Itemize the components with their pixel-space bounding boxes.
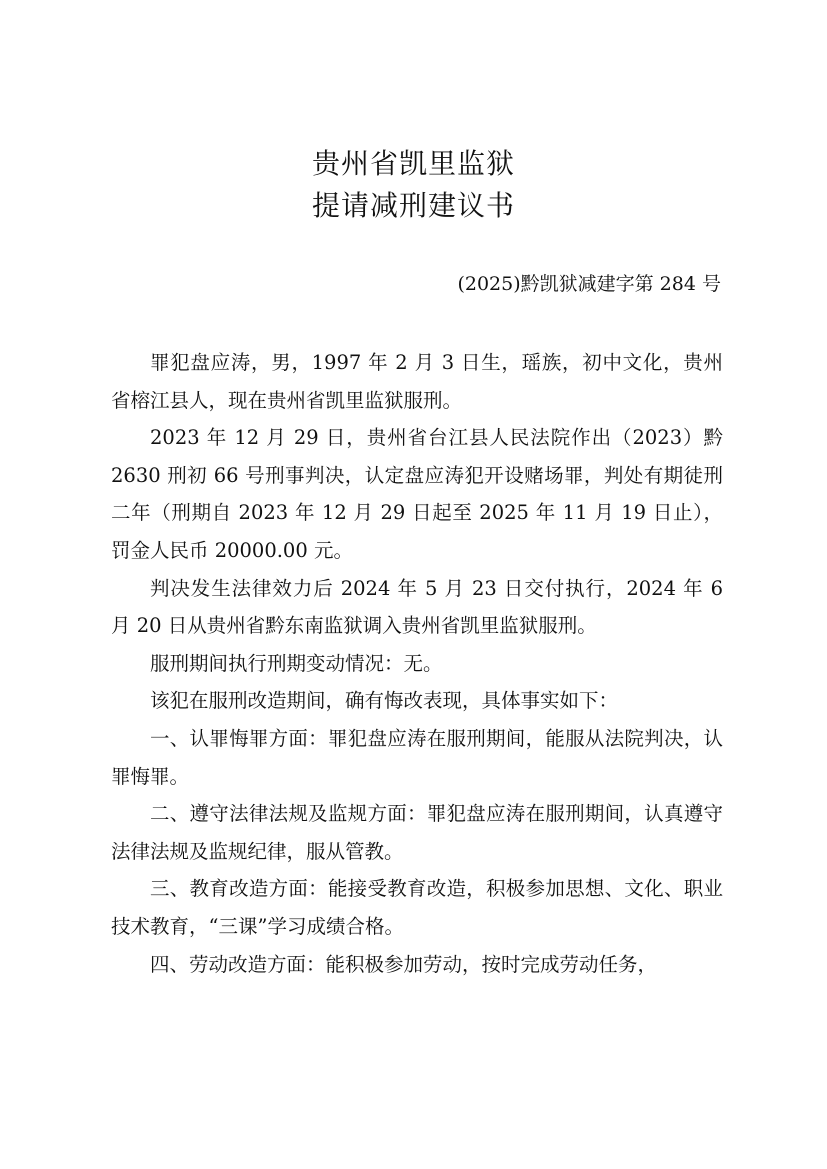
paragraph-law-compliance: 二、遵守法律法规及监规方面：罪犯盘应涛在服刑期间，认真遵守法律法规及监规纪律，服从管教。 [111,802,723,863]
paragraph-labor: 四、劳动改造方面：能积极参加劳动，按时完成劳动任务， [150,952,658,976]
paragraph-education: 三、教育改造方面：能接受教育改造，积极参加思想、文化、职业技术教育，“三课”学习成绩合格。 [111,877,723,938]
paragraph-guilt-admission: 一、认罪悔罪方面：罪犯盘应涛在服刑期间，能服从法院判决，认罪悔罪。 [111,726,723,788]
paragraph-sentence-changes: 服刑期间执行刑期变动情况：无。 [150,651,443,675]
paragraph-execution: 判决发生法律效力后 2024 年 5 月 23 日交付执行，2024 年 6 月 20 日从贵州省黔东南监狱调入贵州省凯里监狱服刑。 [111,576,723,638]
paragraph-facts-intro: 该犯在服刑改造期间，确有悔改表现，具体事实如下： [150,689,619,713]
document-number: (2025)黔凯狱减建字第 284 号 [457,273,721,295]
paragraph-judgment: 2023 年 12 月 29 日，贵州省台江县人民法院作出（2023）黔 2630 刑初 66 号刑事判决，认定盘应涛犯开设赌场罪，判处有期徒刑二年（刑期自 2023 年 12 月 29 日起至 2025 年 11 月 19 日止），罚金人民币 20000.00 元。 [111,426,723,562]
document-title-line2: 提请减刑建议书 [311,189,515,222]
document-body [111,344,723,983]
document-title-line1: 贵州省凯里监狱 [311,147,515,180]
paragraph-basic-info: 罪犯盘应涛，男，1997 年 2 月 3 日生，瑶族，初中文化，贵州省榕江县人，现在贵州省凯里监狱服刑。 [111,351,723,412]
